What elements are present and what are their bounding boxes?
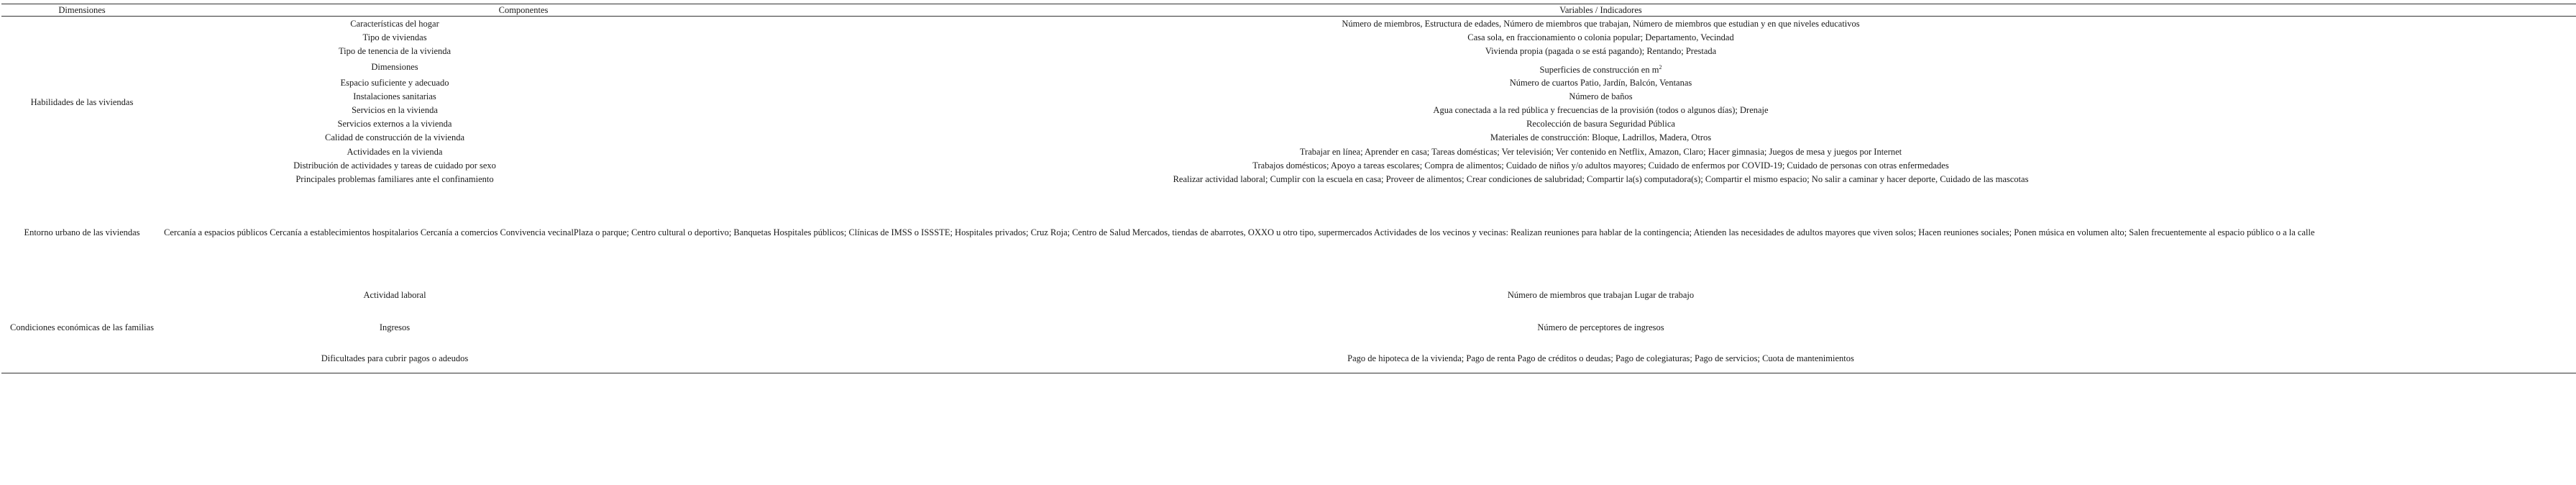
variables-cell: Agua conectada a la red pública y frecuencias de la provisión (todos o algunos días); Drenaje (1433, 105, 1769, 115)
component-cell: Tipo de tenencia de la vivienda (338, 46, 452, 56)
component-cell: Distribución de actividades y tareas de cuidado por sexo (293, 160, 496, 171)
variables-cell: Materiales de construcción: Bloque, Ladrillos, Madera, Otros (1490, 132, 1712, 142)
variables-cell: Trabajar en línea; Aprender en casa; Tareas domésticas; Ver televisión; Ver contenido en Netflix, Amazon, Claro; Hacer gimnasia; Juegos de mesa y juegos por Internet (1299, 147, 1902, 157)
component-cell: Características del hogar (350, 19, 439, 29)
component-cell: Dificultades para cubrir pagos o adeudos (321, 353, 469, 363)
variables-cell: Número de miembros que trabajan Lugar de trabajo (1507, 290, 1695, 300)
component-cell: Instalaciones sanitarias (353, 91, 436, 101)
variables-text: Superficies de construcción en m (1539, 65, 1659, 75)
header-variables: Variables / Indicadores (1559, 5, 1642, 15)
header-rule (1, 16, 2576, 17)
component-cell: Actividades en la vivienda (347, 147, 443, 157)
variables-cell: Vivienda propia (pagada o se está pagando); Rentando; Prestada (1485, 46, 1717, 56)
component-cell: Espacio suficiente y adecuado (340, 78, 449, 88)
variables-cell (625, 65, 2576, 75)
component-cell: Actividad laboral (363, 290, 426, 300)
component-cell: Tipo de viviendas (362, 32, 427, 42)
variables-cell: Número de cuartos Patio, Jardín, Balcón, Ventanas (1509, 78, 1692, 88)
dimension-cell: Entorno urbano de las viviendas (24, 227, 140, 237)
header-dimensiones: Dimensiones (58, 5, 106, 15)
variables-cell: Número de perceptores de ingresos (1537, 322, 1664, 332)
superscript: 2 (1659, 64, 1662, 71)
component-cell: Principales problemas familiares ante el confinamiento (295, 174, 494, 184)
header-componentes: Componentes (498, 5, 549, 15)
component-cell: Servicios en la vivienda (352, 105, 438, 115)
variables-cell: Número de baños (1569, 91, 1633, 101)
component-cell: Dimensiones (371, 62, 418, 72)
dimension-cell: Habilidades de las viviendas (30, 97, 134, 107)
variables-cell: Trabajos domésticos; Apoyo a tareas escolares; Compra de alimentos; Cuidado de niños y/o adultos mayores; Cuidado de enfermos por COVID-19; Cuidado de personas con otras enfermedades (1252, 160, 1949, 171)
variables-cell: Casa sola, en fraccionamiento o colonia popular; Departamento, Vecindad (1467, 32, 1734, 42)
variables-cell: Recolección de basura Seguridad Pública (1526, 119, 1675, 129)
entorno-urbano-line: Cercanía a espacios públicos Cercanía a establecimientos hospitalarios Cercanía a comercios Convivencia vecinalPlaza o parque; Centro cultural o deportivo; Banquetas Hospitales públicos; Clínicas de IMSS o ISSSTE; Hospitales privados; Cruz Roja; Centro de Salud Mercados, tiendas de abarrotes, OXXO u otro tipo, supermercados Actividades de los vecinos y vecinas: Realizan reuniones para hablar de la contingencia; Atienden las necesidades de adultos mayores que viven solos; Hacen reuniones sociales; Ponen música en volumen alto; Salen frecuentemente al espacio público o a la calle (164, 227, 2315, 237)
dimension-cell: Condiciones económicas de las familias (10, 322, 154, 332)
component-cell: Ingresos (379, 322, 411, 332)
component-cell: Calidad de construcción de la vivienda (324, 132, 465, 142)
variables-cell: Realizar actividad laboral; Cumplir con la escuela en casa; Proveer de alimentos; Crear condiciones de salubridad; Compartir la(s) computadora(s); Compartir el mismo espacio; No salir a caminar y hacer deporte, Cuidado de las mascotas (1173, 174, 2029, 184)
variables-cell: Número de miembros, Estructura de edades, Número de miembros que trabajan, Número de miembros que estudian y en que niveles educativos (1342, 19, 1860, 29)
variables-cell: Pago de hipoteca de la vivienda; Pago de renta Pago de créditos o deudas; Pago de colegiaturas; Pago de servicios; Cuota de mantenimientos (1347, 353, 1854, 363)
component-cell: Servicios externos a la vivienda (337, 119, 452, 129)
